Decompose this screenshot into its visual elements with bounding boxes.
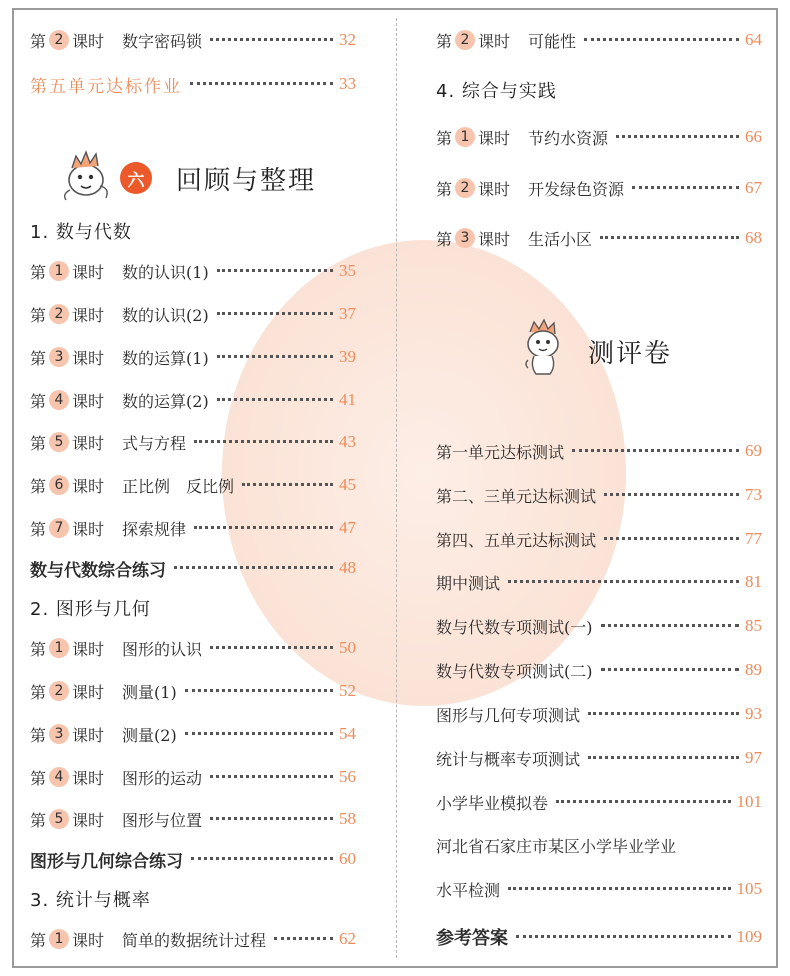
- lesson-number-badge: 7: [49, 518, 69, 538]
- keshi-label: 课时: [72, 391, 105, 411]
- toc-entry[interactable]: [30, 344, 356, 370]
- dot-leader: [210, 646, 333, 649]
- keshi-label: 课时: [72, 433, 105, 453]
- ordinal-label: 第: [436, 31, 453, 51]
- section-heading-4: 4. 综合与实践: [436, 81, 557, 102]
- dot-leader: [604, 493, 739, 496]
- page-number: 43: [339, 432, 356, 451]
- section-heading-2: 2. 图形与几何: [30, 599, 151, 620]
- entry-title: 统计与概率专项测试: [436, 749, 581, 769]
- ordinal-label: 第: [30, 930, 47, 950]
- dot-leader: [217, 269, 333, 272]
- entry-title: 正比例 反比例: [122, 476, 235, 496]
- dot-leader: [194, 440, 333, 443]
- keshi-label: 课时: [478, 229, 511, 249]
- page-number: 73: [745, 485, 762, 504]
- page-number: 48: [339, 558, 356, 577]
- toc-entry[interactable]: [30, 806, 356, 832]
- entry-title: 式与方程: [122, 433, 187, 453]
- ordinal-label: 第: [30, 305, 47, 325]
- toc-entry[interactable]: [30, 429, 356, 455]
- page-number: 54: [339, 724, 356, 743]
- toc-entry[interactable]: [30, 678, 356, 704]
- entry-title: 开发绿色资源: [528, 179, 625, 199]
- page-number: 47: [339, 518, 356, 537]
- entry-title: 数的认识(1): [122, 262, 209, 282]
- dot-leader: [601, 668, 740, 671]
- dot-leader: [217, 398, 333, 401]
- dot-leader: [604, 537, 739, 540]
- entry-title: 河北省石家庄市某区小学毕业学业: [436, 836, 677, 856]
- dot-leader: [584, 38, 739, 41]
- page-number: 67: [745, 178, 762, 197]
- ordinal-label: 第: [436, 128, 453, 148]
- page-number: 58: [339, 809, 356, 828]
- dot-leader: [556, 800, 730, 803]
- keshi-label: 课时: [478, 31, 511, 51]
- page-number: 52: [339, 681, 356, 700]
- page-number: 109: [736, 927, 762, 946]
- toc-entry[interactable]: [30, 387, 356, 413]
- keshi-label: 课时: [72, 768, 105, 788]
- keshi-label: 课时: [72, 262, 105, 282]
- dot-leader: [588, 712, 739, 715]
- entry-title: 测量(1): [122, 682, 177, 702]
- mascot-icon: [60, 146, 118, 204]
- keshi-label: 课时: [72, 930, 105, 950]
- lesson-number-badge: 2: [49, 30, 69, 50]
- dot-leader: [600, 236, 739, 239]
- page-number: 81: [745, 572, 762, 591]
- toc-entry[interactable]: [30, 301, 356, 327]
- ordinal-label: 第: [30, 768, 47, 788]
- lesson-number-badge: 2: [49, 304, 69, 324]
- lesson-number-badge: 4: [49, 390, 69, 410]
- test-title: 测评卷: [588, 339, 673, 369]
- ordinal-label: 第: [436, 179, 453, 199]
- entry-title: 生活小区: [528, 229, 593, 249]
- ordinal-label: 第: [436, 229, 453, 249]
- page-number: 101: [736, 792, 762, 811]
- test-entry[interactable]: [436, 876, 762, 902]
- toc-entry[interactable]: [30, 635, 356, 661]
- keshi-label: 课时: [478, 179, 511, 199]
- ordinal-label: 第: [30, 519, 47, 539]
- entry-title: 数与代数综合练习: [30, 560, 166, 581]
- page-number: 56: [339, 767, 356, 786]
- lesson-number-badge: 5: [49, 432, 69, 452]
- dot-leader: [210, 817, 333, 820]
- answers-entry[interactable]: [436, 924, 762, 950]
- test-entry[interactable]: [436, 789, 762, 815]
- dot-leader: [210, 775, 333, 778]
- page-number: 69: [745, 441, 762, 460]
- entry-title: 测量(2): [122, 725, 177, 745]
- ordinal-label: 第: [30, 682, 47, 702]
- toc-entry[interactable]: [436, 27, 762, 53]
- page-number: 45: [339, 475, 356, 494]
- section-heading-1: 1. 数与代数: [30, 222, 132, 243]
- entry-title: 第四、五单元达标测试: [436, 530, 597, 550]
- lesson-number-badge: 3: [49, 724, 69, 744]
- test-entry[interactable]: [436, 569, 762, 595]
- ordinal-label: 第: [30, 31, 47, 51]
- toc-entry[interactable]: [30, 258, 356, 284]
- dot-leader: [508, 887, 730, 890]
- page-number: 89: [745, 660, 762, 679]
- ordinal-label: 第: [30, 810, 47, 830]
- lesson-number-badge: 2: [49, 681, 69, 701]
- page-number: 93: [745, 704, 762, 723]
- entry-title: 水平检测: [436, 880, 501, 900]
- keshi-label: 课时: [72, 639, 105, 659]
- page-number: 35: [339, 261, 356, 280]
- entry-title: 图形与位置: [122, 810, 203, 830]
- dot-leader: [185, 732, 333, 735]
- entry-title: 图形与几何综合练习: [30, 851, 183, 872]
- keshi-label: 课时: [72, 725, 105, 745]
- page-number: 37: [339, 304, 356, 323]
- keshi-label: 课时: [72, 810, 105, 830]
- review-entry[interactable]: [30, 555, 356, 581]
- page-number: 50: [339, 638, 356, 657]
- page-number: 97: [745, 748, 762, 767]
- lesson-number-badge: 3: [49, 347, 69, 367]
- test-entry[interactable]: [436, 701, 762, 727]
- keshi-label: 课时: [72, 31, 105, 51]
- toc-entry[interactable]: [30, 764, 356, 790]
- keshi-label: 课时: [72, 305, 105, 325]
- test-entry[interactable]: [436, 745, 762, 771]
- ordinal-label: 第: [30, 348, 47, 368]
- lesson-number-badge: 5: [49, 809, 69, 829]
- dot-leader: [632, 186, 739, 189]
- entry-title: 数字密码锁: [122, 31, 203, 51]
- page-number: 77: [745, 529, 762, 548]
- dot-leader: [217, 312, 333, 315]
- entry-title: 数与代数专项测试(二): [436, 661, 593, 681]
- keshi-label: 课时: [72, 519, 105, 539]
- dot-leader: [210, 38, 333, 41]
- page-number: 60: [339, 849, 356, 868]
- page-number: 62: [339, 929, 356, 948]
- dot-leader: [588, 756, 739, 759]
- entry-title: 小学毕业模拟卷: [436, 793, 549, 813]
- entry-title: 数与代数专项测试(一): [436, 617, 593, 637]
- lesson-number-badge: 2: [455, 30, 475, 50]
- ordinal-label: 第: [30, 262, 47, 282]
- unit-title: 回顾与整理: [176, 166, 317, 196]
- entry-title: 参考答案: [436, 928, 508, 949]
- dot-leader: [191, 857, 333, 860]
- entry-title: 数的认识(2): [122, 305, 209, 325]
- dot-leader: [185, 689, 333, 692]
- toc-entry[interactable]: [436, 225, 762, 251]
- entry-title: 简单的数据统计过程: [122, 930, 267, 950]
- dot-leader: [174, 566, 333, 569]
- toc-entry[interactable]: [436, 124, 762, 150]
- dot-leader: [516, 935, 731, 938]
- lesson-number-badge: 1: [455, 127, 475, 147]
- entry-title: 期中测试: [436, 573, 501, 593]
- test-entry[interactable]: [436, 526, 762, 552]
- test-entry[interactable]: [436, 657, 762, 683]
- page-number: 33: [339, 74, 356, 93]
- toc-entry[interactable]: [30, 27, 356, 53]
- entry-title: 节约水资源: [528, 128, 609, 148]
- page-number: 39: [339, 347, 356, 366]
- page-number: 41: [339, 390, 356, 409]
- page-number: 85: [745, 616, 762, 635]
- dot-leader: [190, 82, 333, 85]
- dot-leader: [616, 135, 739, 138]
- entry-title: 第二、三单元达标测试: [436, 486, 597, 506]
- dot-leader: [217, 355, 333, 358]
- keshi-label: 课时: [72, 476, 105, 496]
- page-number: 105: [736, 879, 762, 898]
- dot-leader: [508, 580, 739, 583]
- review-entry[interactable]: [30, 846, 356, 872]
- entry-title: 探索规律: [122, 519, 187, 539]
- toc-entry[interactable]: [30, 721, 356, 747]
- lesson-number-badge: 1: [49, 929, 69, 949]
- entry-title: 第五单元达标作业: [30, 76, 182, 97]
- toc-entry[interactable]: [30, 515, 356, 541]
- entry-title: 图形的认识: [122, 639, 203, 659]
- ordinal-label: 第: [30, 639, 47, 659]
- unit5-homework-entry[interactable]: [30, 71, 356, 97]
- entry-title: 数的运算(2): [122, 391, 209, 411]
- toc-entry[interactable]: [30, 472, 356, 498]
- page-number: 32: [339, 30, 356, 49]
- lesson-number-badge: 1: [49, 261, 69, 281]
- entry-title: 可能性: [528, 31, 577, 51]
- ordinal-label: 第: [30, 433, 47, 453]
- page-number: 68: [745, 228, 762, 247]
- column-divider: [396, 18, 397, 958]
- unit-badge: 六: [120, 162, 152, 194]
- dot-leader: [601, 624, 740, 627]
- lesson-number-badge: 4: [49, 767, 69, 787]
- lesson-number-badge: 1: [49, 638, 69, 658]
- dot-leader: [242, 483, 333, 486]
- toc-entry[interactable]: [30, 926, 356, 952]
- mascot-icon: [520, 318, 566, 378]
- toc-entry[interactable]: [436, 175, 762, 201]
- entry-title: 第一单元达标测试: [436, 442, 565, 462]
- test-entry[interactable]: [436, 613, 762, 639]
- ordinal-label: 第: [30, 725, 47, 745]
- dot-leader: [274, 937, 333, 940]
- lesson-number-badge: 3: [455, 228, 475, 248]
- hebei-test-title-line1[interactable]: [436, 832, 762, 858]
- test-entry[interactable]: [436, 482, 762, 508]
- dot-leader: [194, 526, 333, 529]
- page-number: 64: [745, 30, 762, 49]
- ordinal-label: 第: [30, 391, 47, 411]
- test-entry[interactable]: [436, 438, 762, 464]
- keshi-label: 课时: [478, 128, 511, 148]
- dot-leader: [572, 449, 739, 452]
- keshi-label: 课时: [72, 348, 105, 368]
- entry-title: 图形的运动: [122, 768, 203, 788]
- page-number: 66: [745, 127, 762, 146]
- ordinal-label: 第: [30, 476, 47, 496]
- entry-title: 数的运算(1): [122, 348, 209, 368]
- keshi-label: 课时: [72, 682, 105, 702]
- lesson-number-badge: 6: [49, 475, 69, 495]
- entry-title: 图形与几何专项测试: [436, 705, 581, 725]
- section-heading-3: 3. 统计与概率: [30, 890, 151, 911]
- lesson-number-badge: 2: [455, 178, 475, 198]
